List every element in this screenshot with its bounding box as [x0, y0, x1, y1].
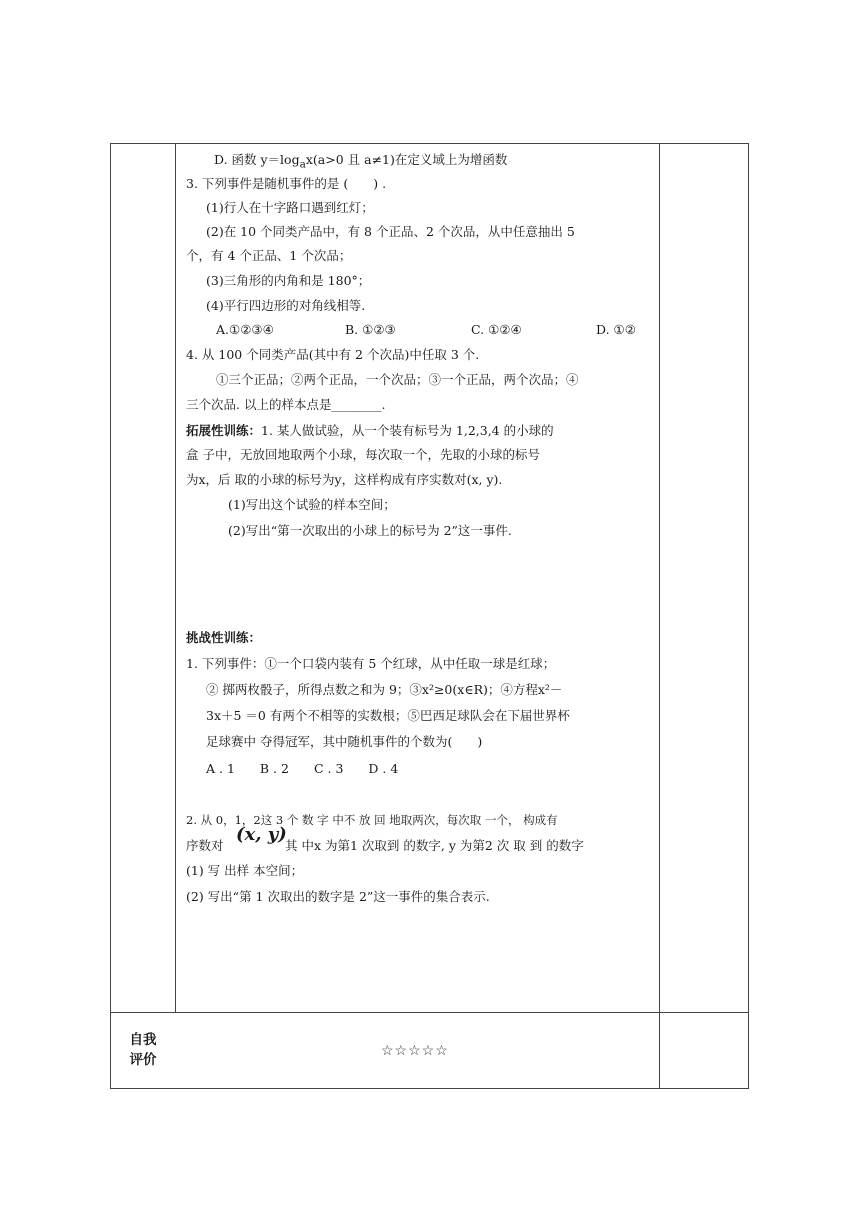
extension-sub-1: (1)写出这个试验的样本空间；: [228, 497, 396, 512]
q3-option-a: A.①②③④: [216, 322, 274, 337]
column-divider-right: [659, 144, 660, 1088]
challenge-q2-line2-a: 序数对: [186, 838, 224, 853]
self-evaluation-label: 自我 评价: [129, 1032, 157, 1068]
challenge-q1: 1. 下列事件：①一个口袋内装有 5 个红球，从中任取一球是红球；: [186, 656, 556, 671]
challenge-q1-line4: 足球赛中 夺得冠军，其中随机事件的个数为( ): [206, 734, 483, 749]
challenge-q2: 2. 从 0，1，2这 3 个 数 字 中不 放 回 地取两次，每次取 一个， 构成有: [186, 813, 558, 827]
option-d-line: D. 函数 $y=\log_ax(a>0$ 且 a≠1)在定义域上为增函数: [214, 152, 508, 171]
challenge-heading: 挑战性训练：: [186, 630, 262, 645]
challenge-q1-line3: 3x＋5 ＝0 有两个不相等的实数根；⑤巴西足球队会在下届世界杯: [206, 708, 570, 723]
q3-option-b: B. ①②③: [345, 322, 396, 337]
q3-item-1: (1)行人在十字路口遇到红灯；: [206, 200, 374, 215]
challenge-q1-line2: ② 掷两枚骰子，所得点数之和为 9；③x²≥0(x∈R)；④方程x²－: [206, 682, 563, 697]
q3-item-2-cont: 个，有 4 个正品、1 个次品；: [186, 248, 352, 263]
q4-options-cont: 三个次品. 以上的样本点是________.: [186, 397, 386, 412]
rating-stars[interactable]: ☆☆☆☆☆: [381, 1043, 449, 1059]
q3-item-4: (4)平行四边形的对角线相等.: [206, 298, 366, 313]
extension-line-2: 盒 子中，无放回地取两个小球，每次取一个，先取的小球的标号: [186, 447, 540, 462]
q3-item-2: (2)在 10 个同类产品中，有 8 个正品、2 个次品，从中任意抽出 5: [206, 224, 575, 239]
ordered-pair-xy: (x, y): [236, 824, 287, 845]
q3-option-c: C. ①②④: [471, 322, 522, 337]
q3-option-d: D. ①②: [596, 322, 636, 337]
extension-training: 拓展性训练：1. 某人做试验，从一个装有标号为 1,2,3,4 的小球的: [186, 423, 554, 438]
challenge-q2-sub-1: (1) 写 出样 本空间；: [186, 863, 304, 878]
extension-heading: 拓展性训练：: [186, 423, 262, 438]
extension-line-3: 为x，后 取的小球的标号为y，这样构成有序实数对(x, y).: [186, 472, 503, 487]
q4-options: ①三个正品；②两个正品，一个次品；③一个正品，两个次品；④: [216, 372, 579, 387]
challenge-q1-options: A . 1 B . 2 C . 3 D . 4: [206, 761, 399, 776]
question-4: 4. 从 100 个同类产品(其中有 2 个次品)中任取 3 个.: [186, 347, 480, 362]
extension-sub-2: (2)写出“第一次取出的小球上的标号为 2”这一事件.: [228, 523, 512, 538]
challenge-q2-sub-2: (2) 写出“第 1 次取出的数字是 2”这一事件的集合表示.: [186, 889, 490, 904]
column-divider-left: [175, 144, 176, 1012]
row-divider: [111, 1012, 748, 1013]
q3-item-3: (3)三角形的内角和是 180°；: [206, 273, 371, 288]
challenge-q2-line2-b: 其 中x 为第1 次取到 的数字, y 为第2 次 取 到 的数字: [285, 838, 584, 853]
question-3: 3. 下列事件是随机事件的是 ( ) .: [186, 176, 387, 191]
